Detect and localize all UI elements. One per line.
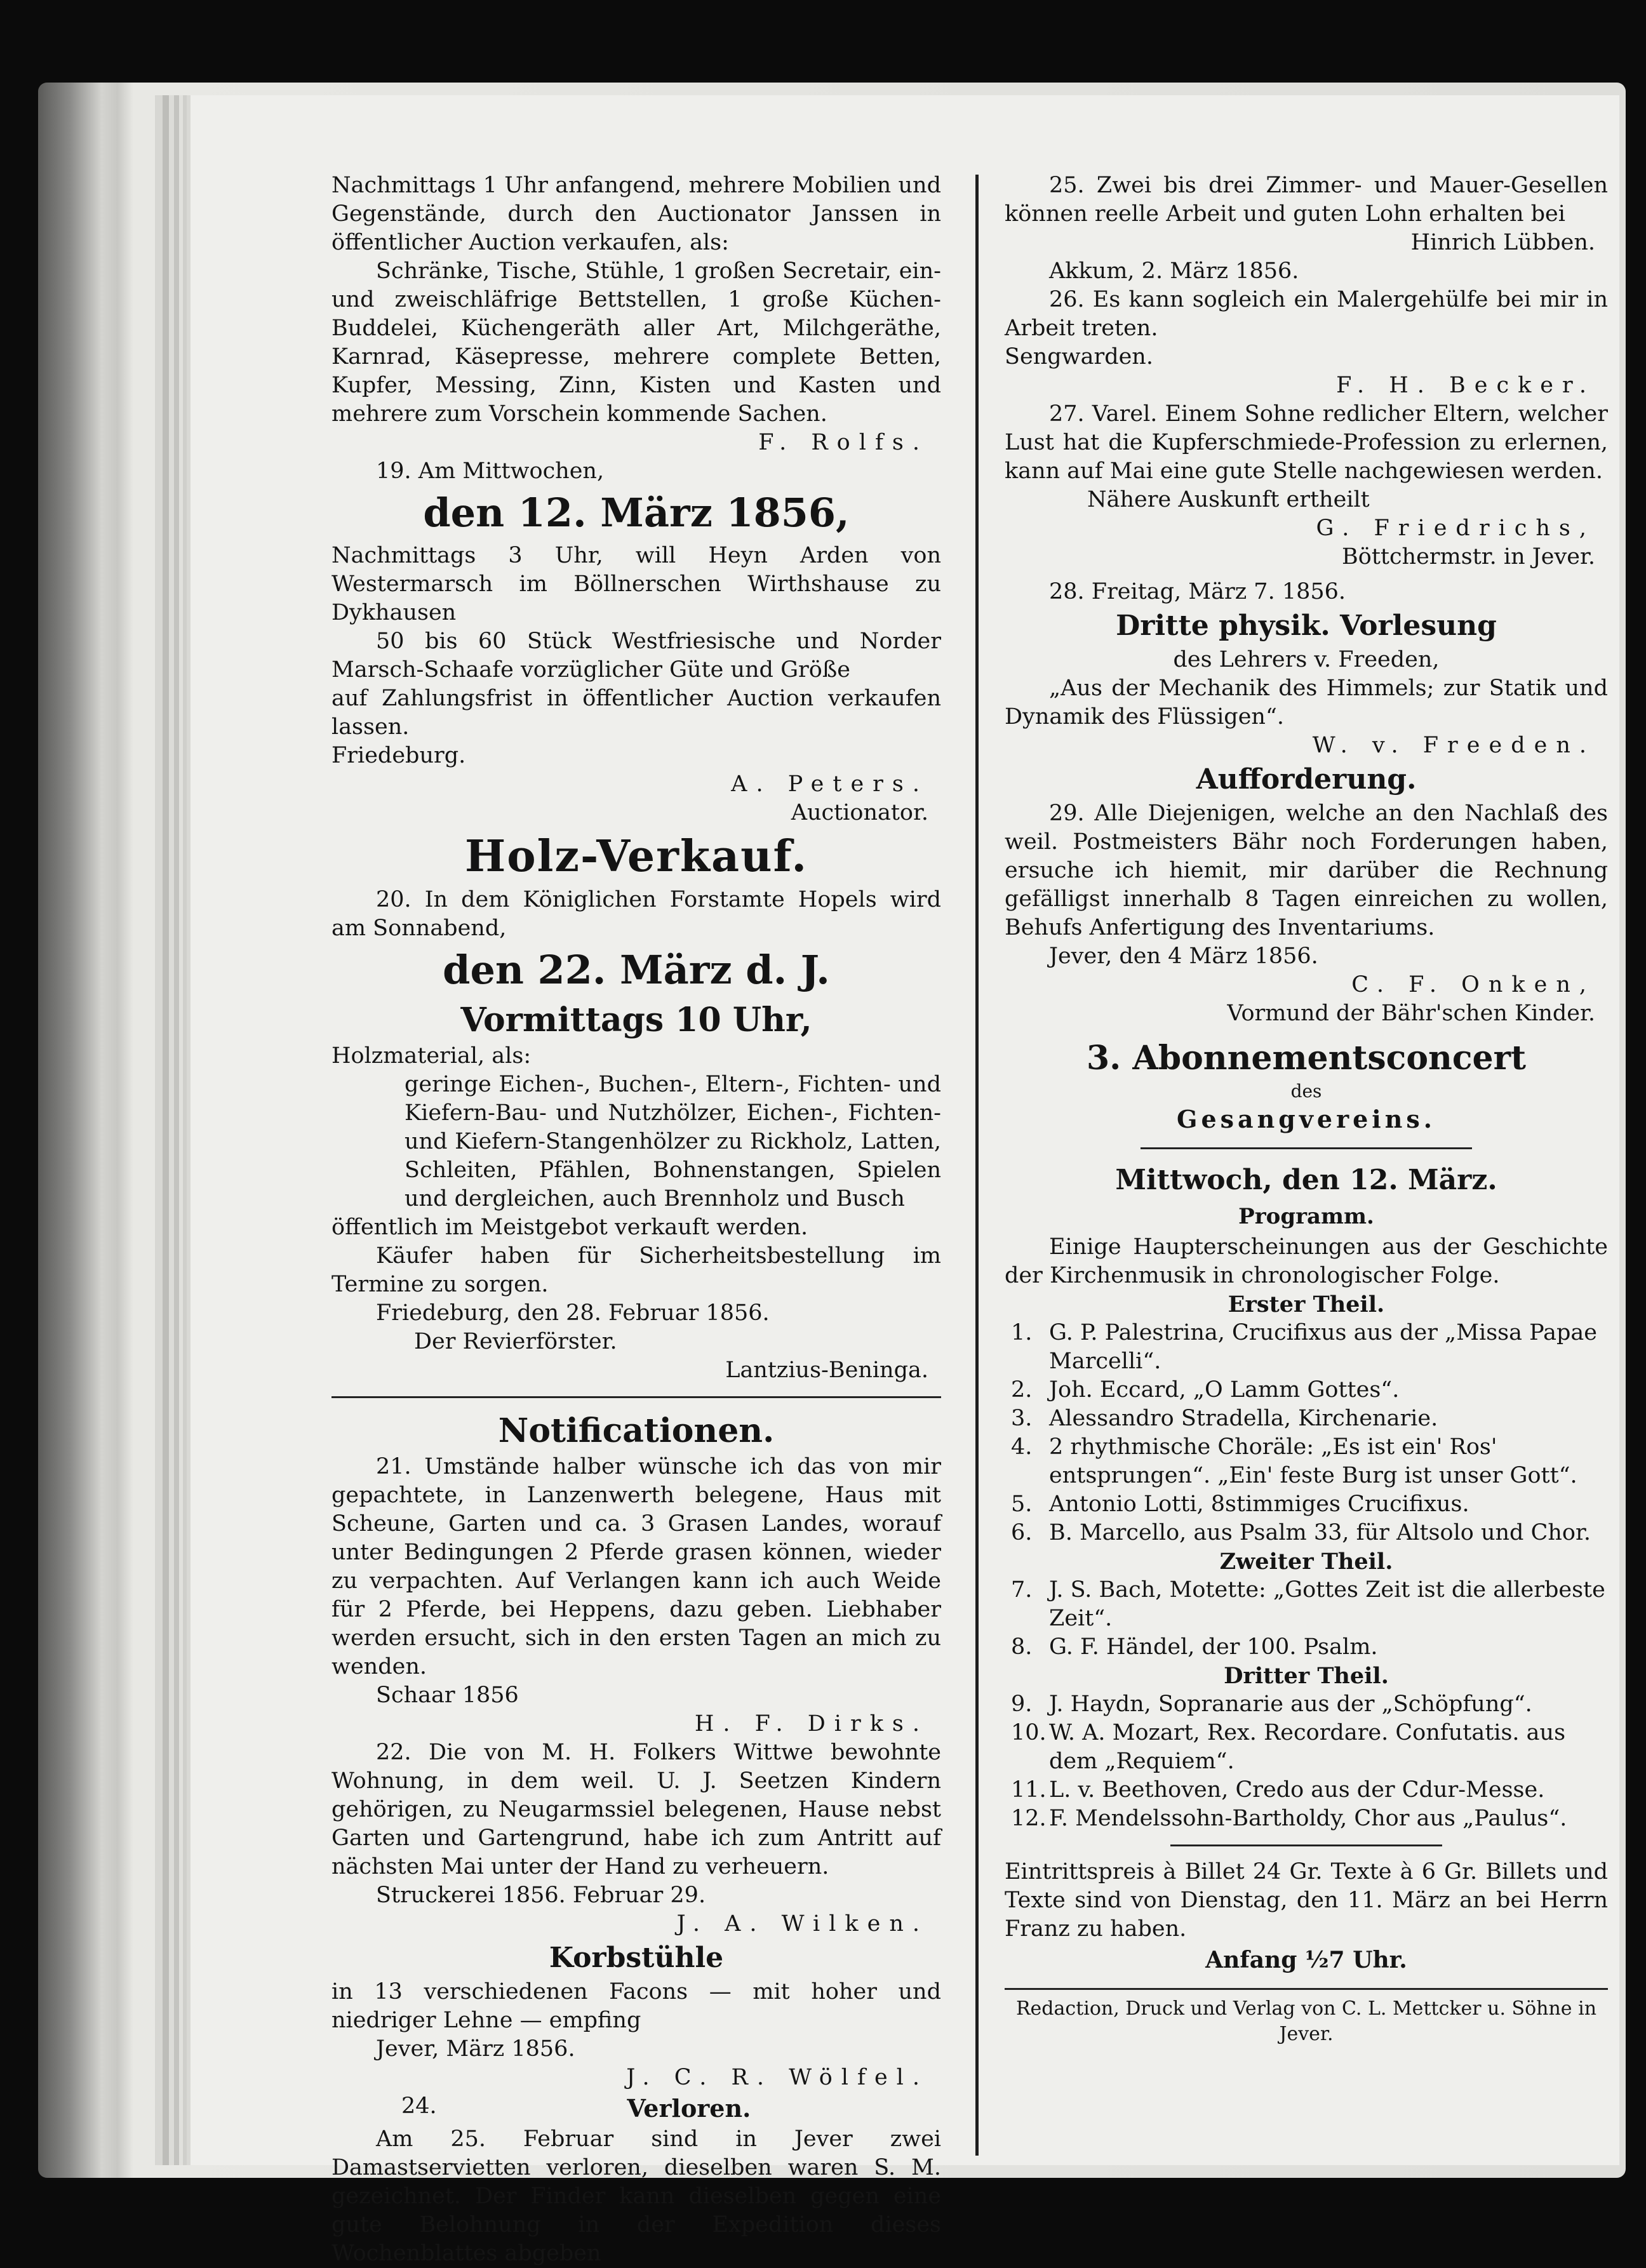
part-3-list <box>1005 1690 1608 1833</box>
notice-20-time: Vormittags 10 Uhr, <box>460 1001 812 1039</box>
vorlesung-topic: „Aus der Mechanik des Himmels; zur Statik und Dynamik des Flüssigen“. <box>1005 676 1608 730</box>
program-rule <box>1170 1844 1442 1846</box>
notice-25-place: Akkum, 2. März 1856. <box>1049 258 1299 284</box>
notice-20-buyers: Käufer haben für Sicherheitsbestellung im Termine zu sorgen. <box>331 1243 941 1297</box>
concert-des: des <box>1290 1081 1322 1102</box>
notice-25-text: 25. Zwei bis drei Zimmer- und Mauer-Gesellen können reelle Arbeit und guten Lohn erhalten bei <box>1005 173 1608 227</box>
notice-26-text: 26. Es kann sogleich ein Malergehülfe bei mir in Arbeit treten. <box>1005 287 1608 341</box>
part-2-list <box>1005 1576 1608 1662</box>
notice-27-info: Nähere Auskunft ertheilt <box>1087 487 1370 512</box>
program-item: 5. Antonio Lotti, 8stimmiges Crucifixus. <box>1011 1491 1469 1517</box>
notice-22-place: Struckerei 1856. Februar 29. <box>376 1883 706 1908</box>
program-item: 10. W. A. Mozart, Rex. Recordare. Confutatis. aus dem „Requiem“. <box>1011 1720 1566 1774</box>
notice-26-place: Sengwarden. <box>1005 344 1153 370</box>
aufforderung-title: Aufforderung. <box>1196 763 1417 796</box>
notice-27-text: 27. Varel. Einem Sohne redlicher Eltern, welcher Lust hat die Kupferschmiede-Profession zu erlernen, kann auf Mai eine gute Stelle nachgewiesen werden. <box>1005 401 1608 484</box>
auction-intro: Nachmittags 1 Uhr anfangend, mehrere Mobilien und Gegenstände, durch den Auctionator Janssen in öffentlicher Auction verkaufen, als: <box>331 173 941 255</box>
notice-22-text: 22. Die von M. H. Folkers Wittwe bewohnte Wohnung, in dem weil. U. J. Seetzen Kindern gehörigen, zu Neugarmssiel belegenen, Hause nebst Garten und Gartengrund, habe ich zum Antritt auf nächsten Mai unter der Hand zu verheuern. <box>331 1740 941 1879</box>
vorlesung-signature: W. v. Freeden. <box>1312 733 1595 758</box>
part-2-heading: Zweiter Theil. <box>1219 1549 1393 1575</box>
notice-19-text: Nachmittags 3 Uhr, will Heyn Arden von Westermarsch im Böllnerschen Wirthshause zu Dykhausen <box>331 543 941 625</box>
notice-19-items: 50 bis 60 Stück Westfriesische und Norder Marsch-Schaafe vorzüglicher Güte und Größe <box>331 629 941 683</box>
notice-22-signature: J. A. Wilken. <box>676 1911 928 1937</box>
auction-items: Schränke, Tische, Stühle, 1 großen Secretair, ein- und zweischläfrige Bettstellen, 1 große Küchen-Buddelei, Küchengeräth aller Art, Milchgeräthe, Karnrad, Käsepresse, mehrere complete Betten, Kupfer, Messing, Zinn, Kisten und Kasten und mehrere zum Vorschein kommende Sachen. <box>331 258 941 427</box>
notice-26-signature: F. H. Becker. <box>1336 373 1595 398</box>
notice-27-signature: G. Friedrichs, <box>1316 516 1595 541</box>
vorlesung-title: Dritte physik. Vorlesung <box>1116 610 1497 642</box>
notice-29-text: 29. Alle Diejenigen, welche an den Nachlaß des weil. Postmeisters Bähr noch Forderungen haben, ersuche ich hiemit, mir darüber die Rechnung gefälligst innerhalb 8 Tagen einreichen zu wollen, Behufs Anfertigung des Inventariums. <box>1005 801 1608 940</box>
imprint-footer: Redaction, Druck und Verlag von C. L. Mettcker u. Söhne in Jever. <box>1005 1988 1608 2047</box>
programm-heading: Programm. <box>1238 1204 1374 1229</box>
column-divider <box>975 175 979 2156</box>
programm-intro: Einige Haupterscheinungen aus der Geschichte der Kirchenmusik in chronologischer Folge. <box>1005 1234 1608 1288</box>
part-1-heading: Erster Theil. <box>1228 1291 1385 1317</box>
verloren-title: Verloren. <box>627 2094 751 2123</box>
left-column <box>331 171 941 2268</box>
korbstuehle-place: Jever, März 1856. <box>376 2036 575 2062</box>
right-column <box>1005 171 1608 2047</box>
notice-20-place: Friedeburg, den 28. Februar 1856. <box>376 1300 770 1326</box>
concert-title: 3. Abonnementsconcert <box>1087 1039 1526 1077</box>
notice-20-date: den 22. März d. J. <box>443 947 830 993</box>
auction-signature: F. Rolfs. <box>758 430 928 455</box>
notice-20-office: Der Revierförster. <box>414 1329 617 1354</box>
program-item: 2. Joh. Eccard, „O Lamm Gottes“. <box>1011 1377 1400 1403</box>
program-item: 6. B. Marcello, aus Psalm 33, für Altsolo und Chor. <box>1011 1520 1591 1545</box>
notice-28-lead: 28. Freitag, März 7. 1856. <box>1049 579 1346 604</box>
notice-20-material: Holzmaterial, als: <box>331 1043 532 1069</box>
notice-21-signature: H. F. Dirks. <box>694 1711 928 1737</box>
part-1-list <box>1005 1319 1608 1547</box>
notice-20-items: geringe Eichen-, Buchen-, Eltern-, Fichten- und Kiefern-Bau- und Nutzhölzer, Eichen-, Fichten- und Kiefern-Stangenhölzer zu Rickholz, Latten, Schleiten, Pfählen, Bohnenstangen, Spielen und dergleichen, auch Brennholz und Busch <box>405 1072 941 1211</box>
notice-19-role: Auctionator. <box>791 800 928 825</box>
holz-verkauf-title: Holz-Verkauf. <box>464 831 808 882</box>
program-item: 4. 2 rhythmische Choräle: „Es ist ein' Ros' entsprungen“. „Ein' feste Burg ist unser Gott“. <box>1011 1434 1577 1488</box>
program-item: 8. G. F. Händel, der 100. Psalm. <box>1011 1634 1378 1660</box>
korbstuehle-text: in 13 verschiedenen Facons — mit hoher und niedriger Lehne — empfing <box>331 1979 941 2033</box>
notice-19-lead: 19. Am Mittwochen, <box>376 458 605 484</box>
notice-20-signature: Lantzius-Beninga. <box>725 1357 928 1383</box>
newspaper-page <box>191 95 1619 2266</box>
program-item: 1. G. P. Palestrina, Crucifixus aus der „Missa Papae Marcelli“. <box>1011 1320 1597 1374</box>
notice-29-role: Vormund der Bähr'schen Kinder. <box>1227 1001 1595 1026</box>
concert-organizer: Gesangvereins. <box>1177 1105 1436 1133</box>
notice-24-number: 24. <box>401 2093 437 2119</box>
notice-24-text: Am 25. Februar sind in Jever zwei Damastservietten verloren, dieselben waren S. M. gezeichnet. Der Finder kann dieselben gegen eine gute Belohnung in der Expedition dieses Wochenblattes abgeben <box>331 2126 941 2266</box>
start-time: Anfang ½7 Uhr. <box>1205 1947 1407 1973</box>
entry-price: Eintrittspreis à Billet 24 Gr. Texte à 6 Gr. Billets und Texte sind von Dienstag, den 11. März an bei Herrn Franz zu haben. <box>1005 1859 1608 1942</box>
concert-date: Mittwoch, den 12. März. <box>1115 1164 1497 1196</box>
notice-21-place: Schaar 1856 <box>376 1683 519 1708</box>
notice-20-text: 20. In dem Königlichen Forstamte Hopels wird am Sonnabend, <box>331 887 941 941</box>
program-item: 7. J. S. Bach, Motette: „Gottes Zeit ist die allerbeste Zeit“. <box>1011 1577 1605 1631</box>
notice-19-place: Friedeburg. <box>331 743 466 768</box>
part-3-heading: Dritter Theil. <box>1224 1663 1389 1689</box>
notice-19-date: den 12. März 1856, <box>423 490 850 536</box>
notice-27-address: Böttchermstr. in Jever. <box>1342 544 1595 570</box>
program-item: 3. Alessandro Stradella, Kirchenarie. <box>1011 1406 1438 1431</box>
notice-19-signature: A. Peters. <box>731 771 928 797</box>
notice-25-signature: Hinrich Lübben. <box>1410 230 1595 255</box>
notice-29-signature: C. F. Onken, <box>1351 972 1595 997</box>
notice-21-text: 21. Umstände halber wünsche ich das von mir gepachtete, in Lanzenwerth belegene, Haus mit Scheune, Garten und ca. 3 Grasen Landes, worauf unter Bedingungen 2 Pferde grasen können, wieder zu verpachten. Auf Verlangen kann ich auch Weide für 2 Pferde, bei Heppens, dazu geben. Liebhaber werden ersucht, sich in den ersten Tagen an mich zu wenden. <box>331 1454 941 1679</box>
notificationen-title: Notificationen. <box>498 1411 775 1450</box>
notice-19-text2: auf Zahlungsfrist in öffentlicher Auction verkaufen lassen. <box>331 686 941 740</box>
vorlesung-lecturer: des Lehrers v. Freeden, <box>1173 647 1440 672</box>
notice-20-sale: öffentlich im Meistgebot verkauft werden. <box>331 1215 808 1240</box>
korbstuehle-title: Korbstühle <box>549 1942 724 1974</box>
notice-29-place: Jever, den 4 März 1856. <box>1049 944 1318 969</box>
concert-rule <box>1141 1147 1473 1149</box>
program-item: 11. L. v. Beethoven, Credo aus der Cdur-Messe. <box>1011 1777 1545 1803</box>
korbstuehle-signature: J. C. R. Wölfel. <box>626 2065 928 2090</box>
section-rule <box>331 1396 941 1398</box>
program-item: 12. F. Mendelssohn-Bartholdy, Chor aus „Paulus“. <box>1011 1806 1567 1831</box>
program-item: 9. J. Haydn, Sopranarie aus der „Schöpfung“. <box>1011 1691 1532 1717</box>
